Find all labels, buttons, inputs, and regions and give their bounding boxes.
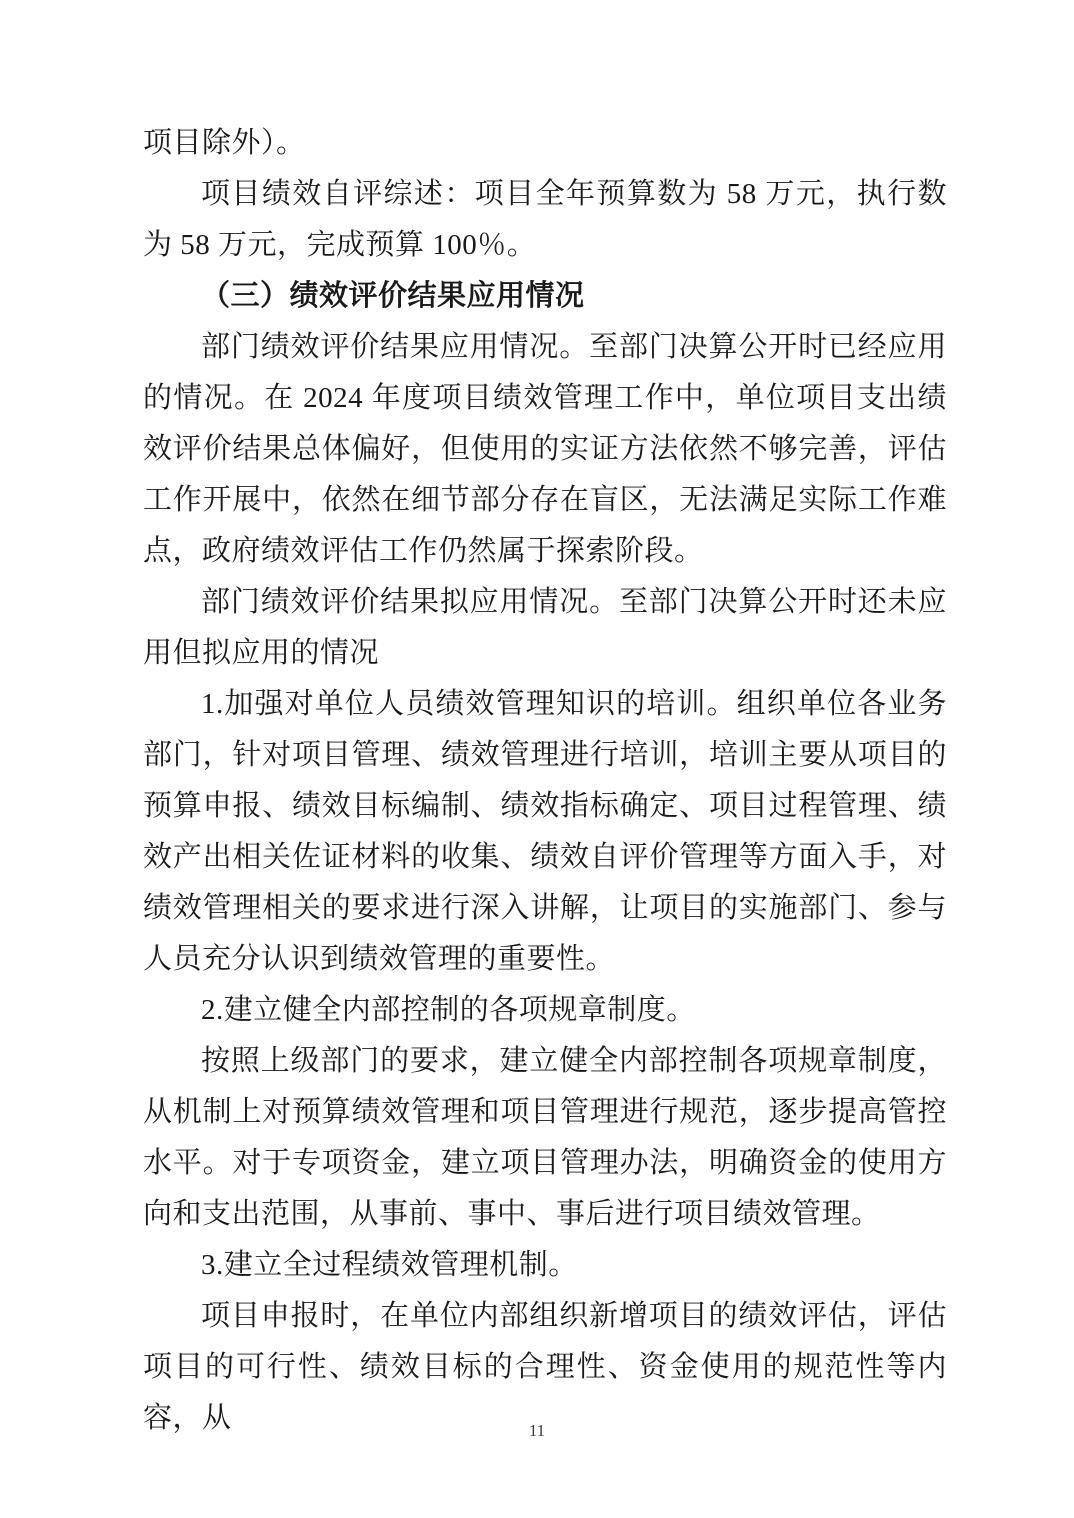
paragraph-planned-results: 部门绩效评价结果拟应用情况。至部门决算公开时还未应用但拟应用的情况	[143, 586, 947, 669]
page-number: 11	[528, 1421, 546, 1440]
paragraph-item-3-detail: 项目申报时，在单位内部组织新增项目的绩效评估，评估项目的可行性、绩效目标的合理性、资金使用的规范性等内容，从	[143, 1300, 947, 1434]
paragraph-self-evaluation-summary: 项目绩效自评综述：项目全年预算数为 58 万元，执行数为 58 万元，完成预算 100％。	[143, 178, 947, 261]
paragraph-item-1-training: 1.加强对单位人员绩效管理知识的培训。组织单位各业务部门，针对项目管理、绩效管理进行培训，培训主要从项目的预算申报、绩效目标编制、绩效指标确定、项目过程管理、绩效产出相关佐证材料的收集、绩效自评价管理等方面入手，对绩效管理相关的要求进行深入讲解，让项目的实施部门、参与人员充分认识到绩效管理的重要性。	[143, 688, 947, 975]
paragraph-item-3-whole-process: 3.建立全过程绩效管理机制。	[201, 1249, 578, 1281]
section-heading-results-application: （三）绩效评价结果应用情况	[201, 280, 585, 312]
document-body	[143, 118, 947, 1444]
paragraph-item-2-detail: 按照上级部门的要求，建立健全内部控制各项规章制度，从机制上对预算绩效管理和项目管理进行规范，逐步提高管控水平。对于专项资金，建立项目管理办法，明确资金的使用方向和支出范围，从事前、事中、事后进行项目绩效管理。	[143, 1045, 947, 1230]
paragraph-applied-results: 部门绩效评价结果应用情况。至部门决算公开时已经应用的情况。在 2024 年度项目绩效管理工作中，单位项目支出绩效评价结果总体偏好，但使用的实证方法依然不够完善，评估工作开展中，依然在细节部分存在盲区，无法满足实际工作难点，政府绩效评估工作仍然属于探索阶段。	[143, 331, 947, 567]
paragraph-continuation: 项目除外）。	[143, 127, 306, 159]
paragraph-item-2-internal-control: 2.建立健全内部控制的各项规章制度。	[201, 994, 696, 1026]
